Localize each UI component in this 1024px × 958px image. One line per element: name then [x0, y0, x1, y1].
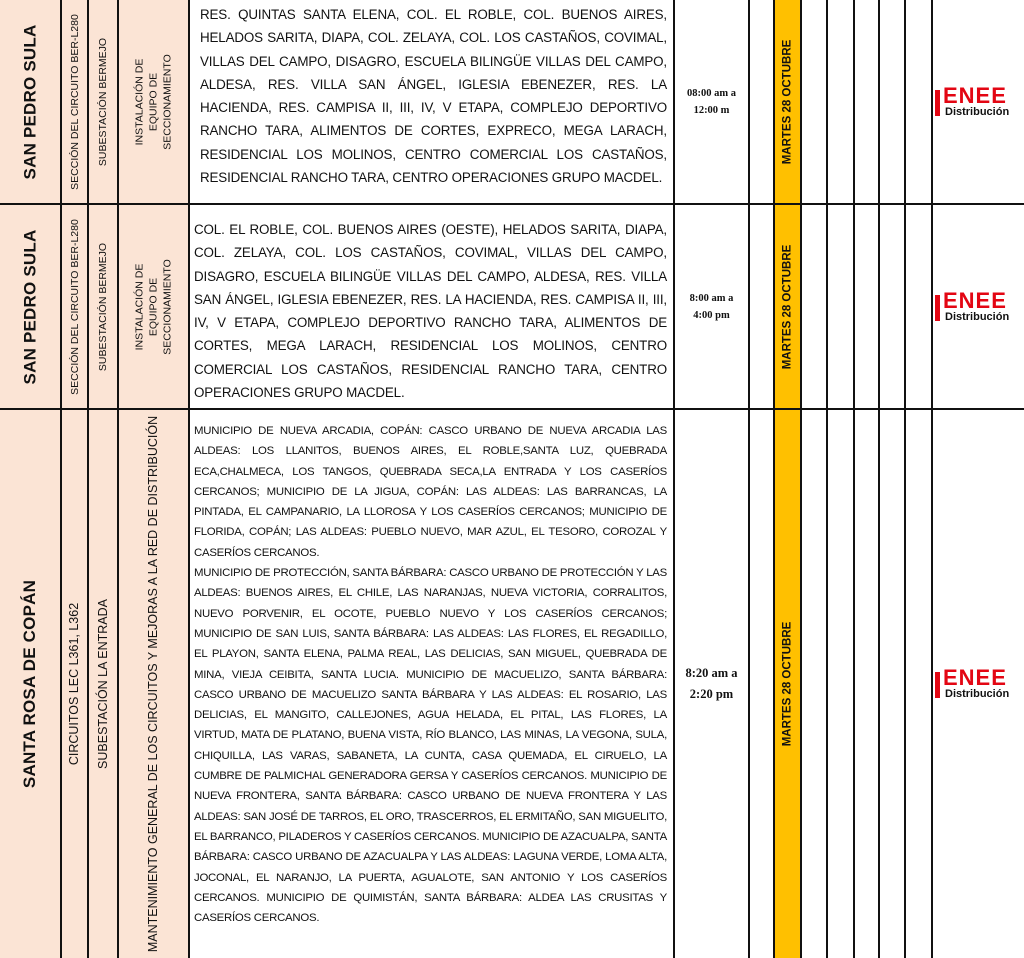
row2-date: MARTES 28 OCTUBRE [781, 244, 794, 369]
row3-blank-f [906, 410, 933, 958]
row3-circuit: CIRCUITOS LEC L361, L362 [67, 602, 82, 766]
row2-date-cell [775, 205, 802, 410]
row2-city: SAN PEDRO SULA [20, 229, 39, 384]
row2-blank-e [880, 205, 906, 410]
row3-time-start: 8:20 am a [685, 666, 738, 680]
row3-activity: MANTENIMIENTO GENERAL DE LOS CIRCUITOS Y MEJORAS A LA RED DE DISTRIBUCIÓN [146, 415, 161, 953]
enee-logo: ENEE Distribución [935, 668, 1009, 700]
row3-blank-a [750, 410, 775, 958]
row3-circuit-cell [62, 410, 89, 958]
row2-substation-cell [89, 205, 119, 410]
row1-activity-cell [119, 0, 190, 205]
row3-blank-d [855, 410, 880, 958]
row2-blank-c [828, 205, 855, 410]
row3-city-cell [0, 410, 62, 958]
enee-logo: ENEE Distribución [935, 291, 1009, 323]
row2-logo-cell [933, 205, 1024, 410]
row2-time [675, 205, 750, 410]
row1-blank-a [750, 0, 775, 205]
row3-activity-cell [119, 410, 190, 958]
row1-blank-f [906, 0, 933, 205]
row1-activity: INSTALACIÓN DE EQUIPO DE SECCIONAMIENTO [133, 53, 174, 150]
row1-circuit-cell [62, 0, 89, 205]
row1-blank-c [828, 0, 855, 205]
row3-blank-b [802, 410, 828, 958]
row2-activity: INSTALACIÓN DE EQUIPO DE SECCIONAMIENTO [133, 258, 174, 355]
row3-substation: SUBESTACIÓN LA ENTRADA [96, 599, 111, 769]
row2-substation: SUBESTACIÓN BERMEJO [97, 242, 110, 371]
row3-blank-e [880, 410, 906, 958]
row1-date: MARTES 28 OCTUBRE [781, 39, 794, 164]
row3-logo-cell [933, 410, 1024, 958]
row1-logo-cell [933, 0, 1024, 205]
row3-substation-cell [89, 410, 119, 958]
row1-description: RES. QUINTAS SANTA ELENA, COL. EL ROBLE, COL. BUENOS AIRES, HELADOS SARITA, DIAPA, COL. ZELAYA, COL. LOS CASTAÑOS, COVIMAL, VILLAS DEL CAMPO, DISAGRO, ESCUELA BILINGÜE VILLAS DEL CAMPO, ALDESA, RES. VILLA SAN ÁNGEL, IGLESIA EBENEZER, RES. LA HACIENDA, RES. CAMPISA II, III, IV, V ETAPA, COMPLEJO DEPORTIVO RANCHO TARA, ALIMENTOS DE CORTES, EXPRECO, MEGA LARACH, RESIDENCIAL LOS MOLINOS, CENTRO COMERCIAL LOS CASTAÑOS, RESIDENCIAL RANCHO TARA, CENTRO OPERACIONES GRUPO MACDEL. [190, 0, 675, 205]
row1-blank-b [802, 0, 828, 205]
row1-substation-cell [89, 0, 119, 205]
row3-time [675, 410, 750, 958]
row1-city: SAN PEDRO SULA [20, 24, 39, 179]
row1-substation: SUBESTACIÓN BERMEJO [97, 37, 110, 166]
row2-circuit: SECCIÓN DEL CIRCUITO BER-L280 [68, 218, 81, 395]
row3-description-part1: MUNICIPIO DE NUEVA ARCADIA, COPÁN: CASCO URBANO DE NUEVA ARCADIA LAS ALDEAS: LOS LLANITOS, BUENOS AIRES, EL ROBLE,SANTA LUZ, QUEBRADA ECA,CHALMECA, LOS TANGOS, QUEBRADA SECA,LA ENTRADA Y LOS CASERÍOS CERCANOS; MUNICIPIO DE LA JIGUA, COPÁN: LAS ALDEAS: LAS BARRANCAS, LA PINTADA, EL CAMPANARIO, LA LLOROSA Y LOS CASERÍOS CERCANOS; MUNICIPIO DE FLORIDA, COPÁN; LAS ALDEAS: PUEBLO NUEVO, MAR AZUL, EL TESORO, COROZAL Y CASERÍOS CERCANOS. [194, 425, 667, 559]
row1-date-cell [775, 0, 802, 205]
row2-activity-cell [119, 205, 190, 410]
row3-date-cell [775, 410, 802, 958]
row3-blank-c [828, 410, 855, 958]
row3-time-end: 2:20 pm [689, 687, 734, 701]
row2-blank-a [750, 205, 775, 410]
row1-circuit: SECCIÓN DEL CIRCUITO BER-L280 [68, 13, 81, 190]
row1-time-end: 12:00 m [693, 104, 730, 116]
row2-blank-f [906, 205, 933, 410]
row3-description [190, 410, 675, 958]
row1-time [675, 0, 750, 205]
row2-description: COL. EL ROBLE, COL. BUENOS AIRES (OESTE), HELADOS SARITA, DIAPA, COL. ZELAYA, COL. LOS CASTAÑOS, COVIMAL, VILLAS DEL CAMPO, DISAGRO, ESCUELA BILINGÜE VILLAS DEL CAMPO, ALDESA, RES. VILLA SAN ÁNGEL, IGLESIA EBENEZER, RES. LA HACIENDA, RES. CAMPISA II, III, IV, V ETAPA, COMPLEJO DEPORTIVO RANCHO TARA, ALIMENTOS DE CORTES, MEGA LARACH, RESIDENCIAL LOS MOLINOS, CENTRO COMERCIAL LOS CASTAÑOS, RESIDENCIAL RANCHO TARA, CENTRO OPERACIONES GRUPO MACDEL. [190, 205, 675, 410]
row3-date: MARTES 28 OCTUBRE [781, 621, 794, 747]
row2-blank-b [802, 205, 828, 410]
row1-time-start: 08:00 am a [687, 87, 736, 99]
row2-circuit-cell [62, 205, 89, 410]
row2-time-start: 8:00 am a [689, 292, 734, 304]
row1-blank-d [855, 0, 880, 205]
row2-time-end: 4:00 pm [693, 309, 730, 321]
row3-description-part2: MUNICIPIO DE PROTECCIÓN, SANTA BÁRBARA: CASCO URBANO DE PROTECCIÓN Y LAS ALDEAS: BUENOS AIRES, EL CHILE, LAS NARANJAS, NUEVA VICTORIA, CORRALITOS, NUEVO PORVENIR, EL OCOTE, PUEBLO NUEVO Y LOS CASERÍOS CERCANOS; MUNICIPIO DE SAN LUIS, SANTA BÁRBARA: LAS ALDEAS: LAS FLORES, EL REGADILLO, EL PLAYON, SANTA ELENA, PALMA REAL, LAS DELICIAS, SAN MIGUEL, QUEBRADA DE MINA, VIEJA CEIBITA, SANTA LUCIA. MUNICIPIO DE MACUELIZO, SANTA BÁRBARA: CASCO URBANO DE MACUELIZO SANTA BÁRBARA Y LAS ALDEAS: EL ROSARIO, LAS DELICIAS, EL MANGITO, CALLEJONES, AGUA HELADA, EL PITAL, LAS FLORES, LA VIRTUD, MATA DE PLATANO, BUENA VISTA, RÍO BLANCO, LAS MINAS, LA VEGONA, SULA, CHIQUILLA, LAS VARAS, SABANETA, LA CUNTA, CASA QUEMADA, EL CIRUELO, LA CUMBRE DE PALMICHAL GENERADORA GERSA Y CASERÍOS CERCANOS. MUNICIPIO DE NUEVA FRONTERA, SANTA BÁRBARA: CASCO URBANO DE NUEVA FRONTERA Y LAS ALDEAS: SAN JOSÉ DE TARROS, EL ORO, TRASCERROS, EL ERMITAÑO, SAN MIGUELITO, EL BARRANCO, PILADEROS Y CASERÍOS CERCANOS. MUNICIPIO DE AZACUALPA, SANTA BÁRBARA: CASCO URBANO DE AZACUALPA Y LAS ALDEAS: LAGUNA VERDE, LOMA ALTA, JOCONAL, EL NARANJO, LA PUERTA, AGUALOTE, SAN ANTONIO Y LOS CASERÍOS CERCANOS. MUNICIPIO DE QUIMISTÁN, SANTA BÁRBARA: ALDEA LAS CRUSITAS Y CASERÍOS CERCANOS. [194, 567, 667, 925]
enee-logo: ENEE Distribución [935, 86, 1009, 118]
row3-city: SANTA ROSA DE COPÁN [20, 579, 39, 789]
row2-city-cell [0, 205, 62, 410]
row2-blank-d [855, 205, 880, 410]
row1-blank-e [880, 0, 906, 205]
row1-city-cell [0, 0, 62, 205]
